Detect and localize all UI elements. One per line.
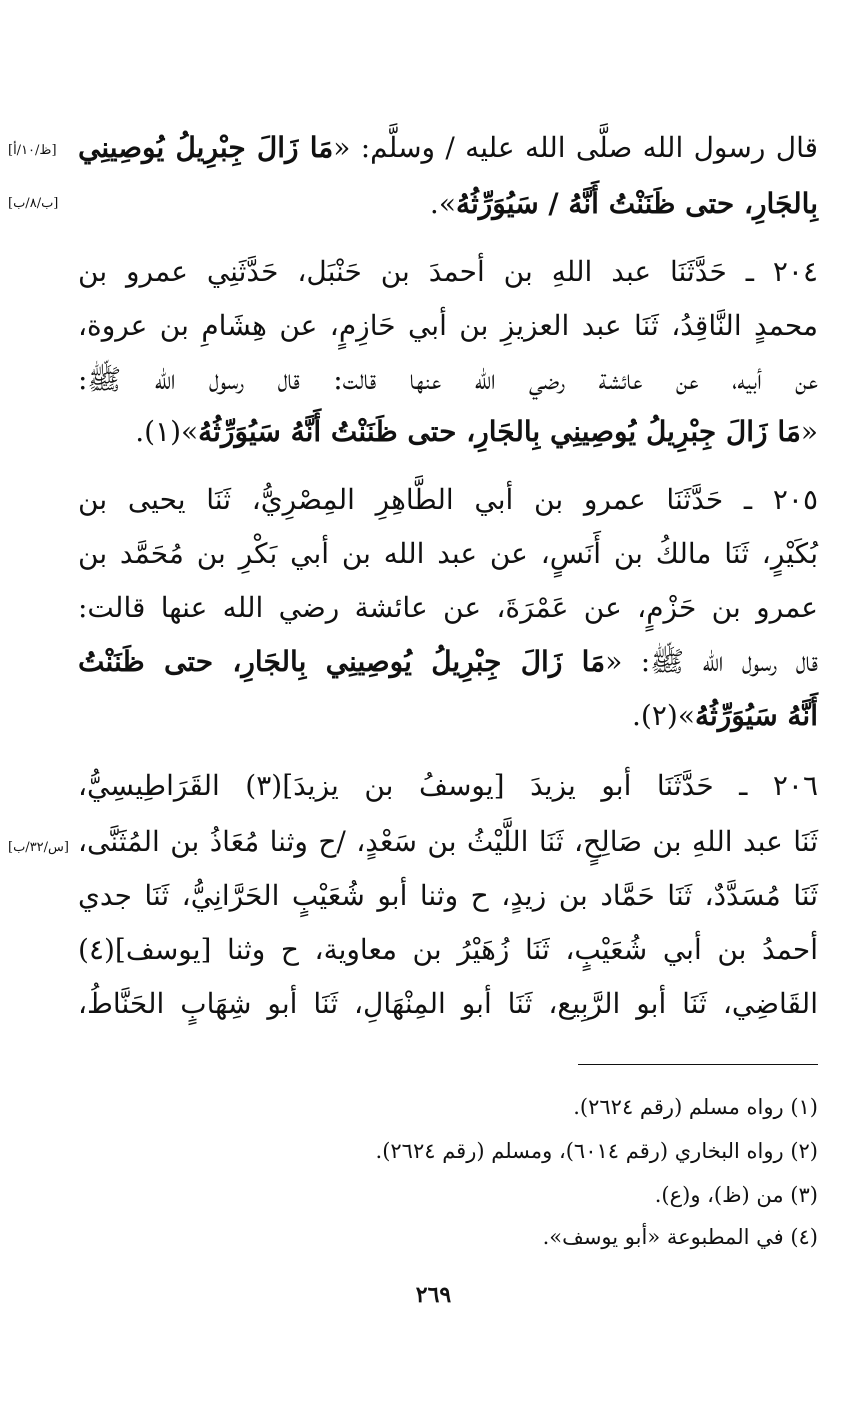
text-line: القَاضِي، ثَنَا أبو الرَّبِيع، ثَنَا أبو المِنْهَالِ، ثَنَا أبو شِهَابٍ الحَنَّاطُ، [78,987,818,1020]
text-line: ٢٠٦ ـ حَدَّثَنَا أبو يزيدَ [يوسفُ بن يزيدَ](٣) القَرَاطِيسِيُّ، [78,769,818,802]
footnote: (٤) في المطبوعة «أبو يوسف». [542,1225,818,1249]
text-line: عن أبيه، عن عائشة رضي الله عنها قالت: قال رسول الله ﷺ: [78,363,818,396]
text-line: أحمدُ بن أبي شُعَيْبٍ، ثَنَا زُهَيْرُ بن معاوية، ح وثنا [يوسف](٤) [78,933,818,966]
text-line: قال رسول الله ﷺ: «مَا زَالَ جِبْرِيلُ يُوصِينِي بِالجَارِ، حتى ظَنَنْتُ [78,645,818,678]
text-line: ٢٠٥ ـ حَدَّثَنَا عمرو بن أبي الطَّاهِرِ المِصْرِيُّ، ثَنَا يحيى بن [78,483,818,516]
footnote-divider [578,1064,818,1065]
text-line: «مَا زَالَ جِبْرِيلُ يُوصِينِي بِالجَارِ، حتى ظَنَنْتُ أَنَّهُ سَيُوَرِّثُهُ»(١). [135,415,818,448]
text-line: أَنَّهُ سَيُوَرِّثُهُ»(٢). [632,699,818,732]
margin-reference: [ظ/١٠/أ] [8,143,57,158]
text-line: ثَنَا مُسَدَّدٌ، ثَنَا حَمَّاد بن زيدٍ، ح وثنا أبو شُعَيْبٍ الحَرَّانِيُّ، ثَنَا جدي [78,879,818,912]
text-line: محمدٍ النَّاقِدُ، ثَنَا عبد العزيزِ بن أبي حَازِمٍ، عن هِشَامِ بن عروة، [78,309,818,342]
text-line: عمرو بن حَزْمٍ، عن عَمْرَةَ، عن عائشة رضي الله عنها قالت: [78,591,818,624]
text-line: بُكَيْرٍ، ثَنَا مالكُ بن أَنَسٍ، عن عبد الله بن أبي بَكْرِ بن مُحَمَّد بن [78,537,818,570]
page-number: ٢٦٩ [415,1282,452,1308]
text-line: ثَنَا عبد اللهِ بن صَالِحٍ، ثَنَا اللَّيْثُ بن سَعْدٍ، /ح وثنا مُعَاذُ بن المُثَنَّى، [78,825,818,858]
footnote: (١) رواه مسلم (رقم ٢٦٢٤). [573,1095,818,1119]
text-line: ٢٠٤ ـ حَدَّثَنَا عبد اللهِ بن أحمدَ بن حَنْبَل، حَدَّثَنِي عمرو بن [78,255,818,288]
text-line: قال رسول الله صلَّى الله عليه / وسلَّم: «مَا زَالَ جِبْرِيلُ يُوصِينِي [78,131,818,164]
margin-reference: [س/٣٢/ب] [8,840,69,855]
footnote: (٣) من (ظ)، و(ع). [654,1183,818,1207]
margin-reference: [ب/٨/ب] [8,196,59,211]
text-line: بِالجَارِ، حتى ظَنَنْتُ أَنَّهُ / سَيُوَرِّثُهُ». [429,187,818,220]
footnote: (٢) رواه البخاري (رقم ٦٠١٤)، ومسلم (رقم ٢٦٢٤). [375,1139,818,1163]
